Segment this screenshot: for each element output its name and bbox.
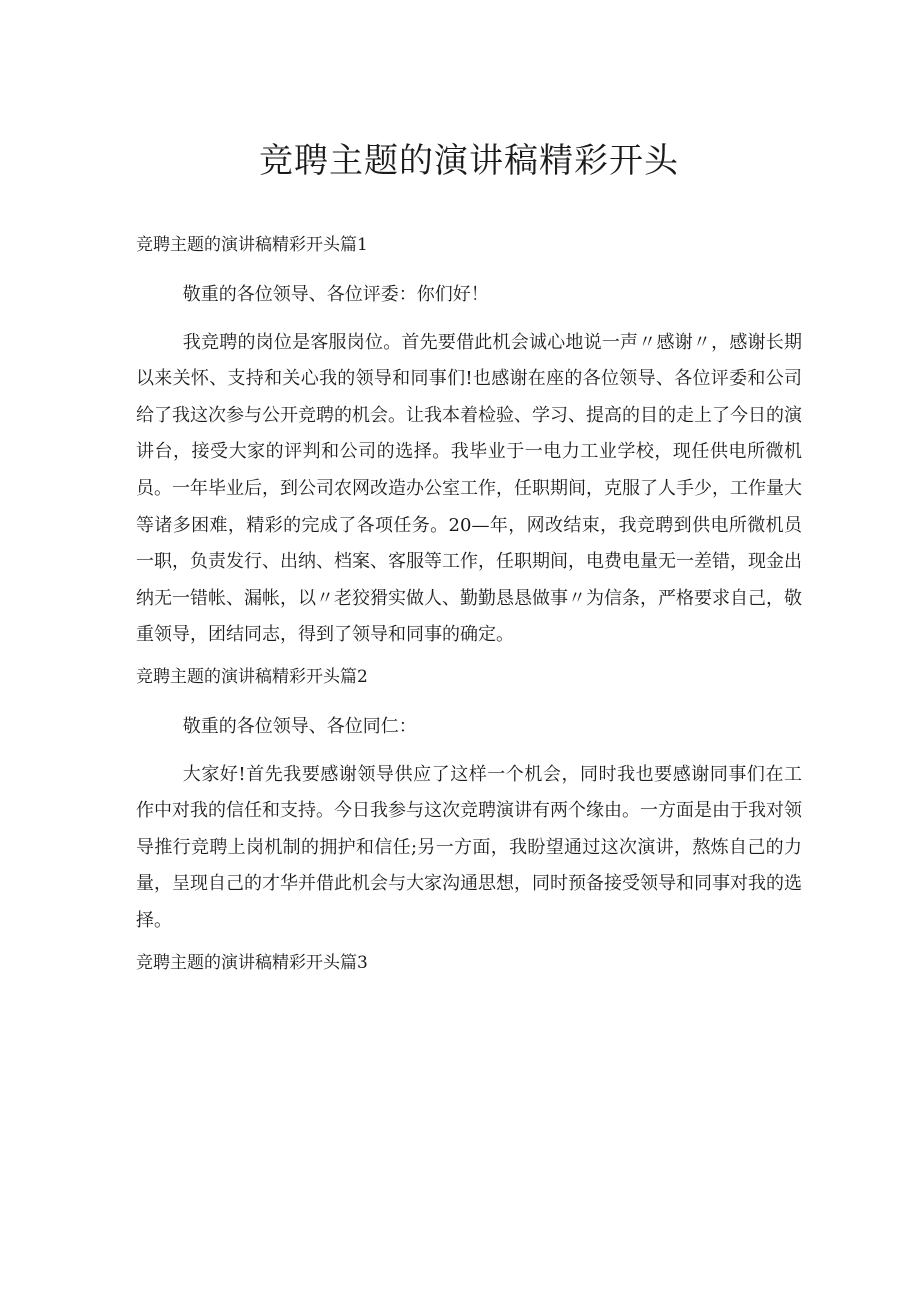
salutation-paragraph: 敬重的各位领导、各位评委：你们好！ [182, 284, 489, 305]
document-title: 竞聘主题的演讲稿精彩开头 [259, 141, 679, 181]
section-1 [136, 232, 802, 654]
section-3 [136, 950, 802, 976]
body-paragraph: 大家好!首先我要感谢领导供应了这样一个机会，同时我也要感谢同事们在工作中对我的信任和支持。今日我参与这次竞聘演讲有两个缘由。一方面是由于我对领导推行竞聘上岗机制的拥护和信任;另一方面，我盼望通过这次演讲，熬炼自己的力量，呈现自己的才华并借此机会与大家沟通思想，同时预备接受领导和同事对我的选择。 [136, 763, 802, 931]
body-paragraph: 我竞聘的岗位是客服岗位。首先要借此机会诚心地说一声〃感谢〃，感谢长期以来关怀、支持和关心我的领导和同事们!也感谢在座的各位领导、各位评委和公司给了我这次参与公开竞聘的机会。让我本着检验、学习、提高的目的走上了今日的演讲台，接受大家的评判和公司的选择。我毕业于一电力工业学校，现任供电所微机员。一年毕业后，到公司农网改造办公室工作，任职期间，克服了人手少，工作量大等诸多困难，精彩的完成了各项任务。20—年，网改结束，我竞聘到供电所微机员一职，负责发行、出纳、档案、客服等工作，任职期间，电费电量无一差错，现金出纳无一错帐、漏帐，以〃老狡猾实做人、勤勤恳恳做事〃为信条，严格要求自己，敬重领导，团结同志，得到了领导和同事的确定。 [136, 331, 802, 646]
section-heading: 竞聘主题的演讲稿精彩开头篇1 [136, 235, 368, 255]
salutation-paragraph: 敬重的各位领导、各位同仁： [182, 715, 417, 737]
section-heading: 竞聘主题的演讲稿精彩开头篇3 [136, 952, 368, 973]
section-2 [136, 664, 802, 940]
section-heading: 竞聘主题的演讲稿精彩开头篇2 [136, 666, 368, 687]
